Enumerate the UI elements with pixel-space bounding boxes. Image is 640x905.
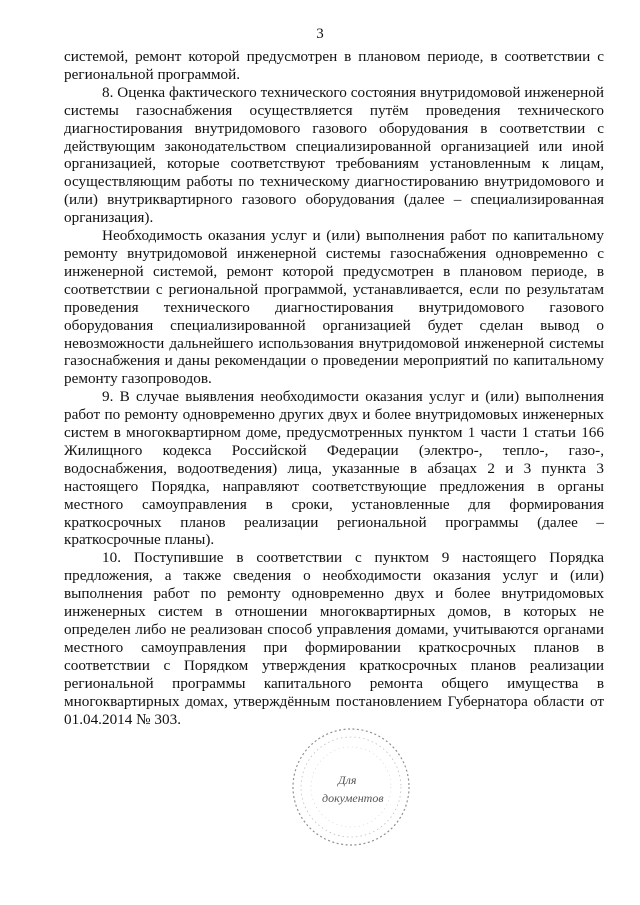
- paragraph-item-10: 10. Поступившие в соответствии с пунктом 9 настоящего Порядка предложения, а также сведения о необходимости оказания услуг и (или) выполнения работ по ремонту одновременно двух и более внутридомовых инженерных систем в отношении многоквартирных домов, в которых не определен либо не реализован способ управления домами, учитываются органами местного самоуправления при формировании краткосрочных планов в соответствии с Порядком утверждения краткосрочных планов реализации региональной программы капитального ремонта общего имущества в многоквартирных домах, утверждённым постановлением Губернатора области от 01.04.2014 № 303.: [64, 549, 604, 728]
- stamp-seal: [286, 722, 416, 852]
- stamp-text-line1: Для: [338, 773, 357, 787]
- paragraph-item-8-necessity: Необходимость оказания услуг и (или) выполнения работ по капитальному ремонту внутридомовой инженерной системы газоснабжения одновременно с инженерной системой, ремонт которой предусмотрен в плановом периоде, в соответствии с региональной программой, устанавливается, если по результатам проведения технического диагностирования внутридомового газового оборудования специализированной организацией будет сделан вывод о невозможности дальнейшего использования внутридомовой инженерной системы газоснабжения и даны рекомендации о проведении мероприятий по капитальному ремонту газопроводов.: [64, 227, 604, 388]
- paragraph-continuation: системой, ремонт которой предусмотрен в плановом периоде, в соответствии с региональной программой.: [64, 48, 604, 83]
- paragraph-item-9: 9. В случае выявления необходимости оказания услуг и (или) выполнения работ по ремонту одновременно других двух и более внутридомовых инженерных систем в многоквартирном доме, предусмотренных пунктом 1 части 1 статьи 166 Жилищного кодекса Российской Федерации (электро-, тепло-, газо-, водоснабжения, водоотведения) лица, указанные в абзацах 2 и 3 пункта 3 настоящего Порядка, направляют соответствующие предложения в органы местного самоуправления в сроки, установленные для формирования краткосрочных планов реализации региональной программы (далее – краткосрочные планы).: [64, 388, 604, 549]
- stamp-text-line2: документов: [322, 791, 384, 805]
- page-number: 3: [316, 26, 324, 42]
- document-body: [64, 48, 604, 728]
- paragraph-item-8: 8. Оценка фактического технического состояния внутридомовой инженерной системы газоснабжения осуществляется путём проведения технического диагностирования внутридомового газового оборудования в соответствии с действующим законодательством специализированной организацией или иной организацией, которые соответствуют требованиям установленным к лицам, осуществляющим работы по техническому диагностированию внутридомового и (или) внутриквартирного газового оборудования (далее – специализированная организация).: [64, 83, 604, 227]
